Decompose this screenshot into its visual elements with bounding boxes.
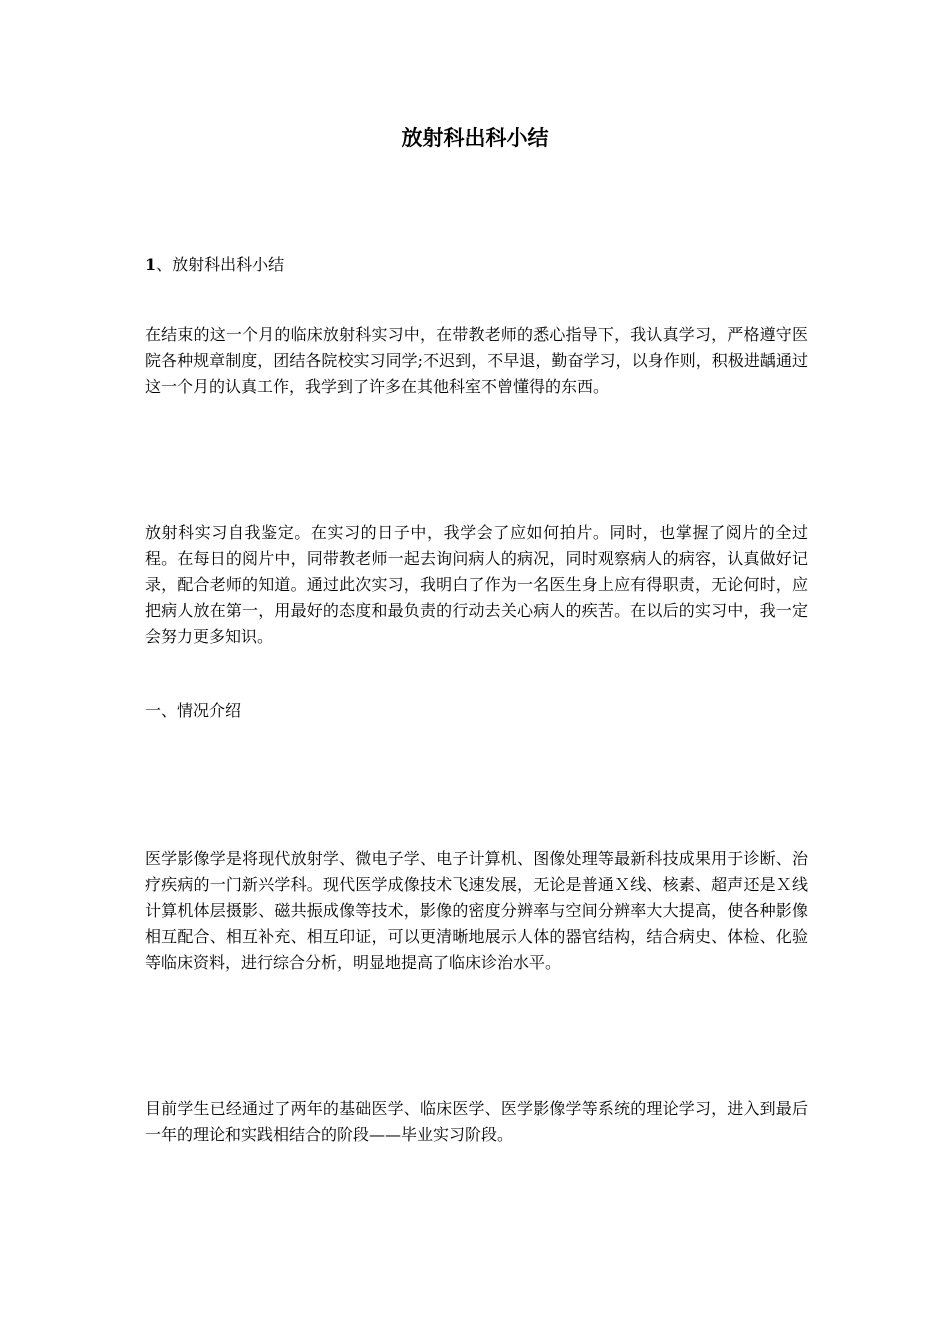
section-heading-1 [145,252,284,278]
paragraph-current-stage: 目前学生已经通过了两年的基础医学、临床医学、医学影像学等系统的理论学习，进入到最后一年的理论和实践相结合的阶段——毕业实习阶段。 [145,1099,808,1144]
section-heading-text: 、放射科出科小结 [156,255,285,274]
section-number: 1 [145,255,157,274]
paragraph-self-evaluation: 放射科实习自我鉴定。在实习的日子中，我学会了应如何拍片。同时，也掌握了阅片的全过程。在每日的阅片中，同带教老师一起去询问病人的病况，同时观察病人的病容，认真做好记录，配合老师的知道。通过此次实习，我明白了作为一名医生身上应有得职责，无论何时，应把病人放在第一，用最好的态度和最负责的行动去关心病人的疾苦。在以后的实习中，我一定会努力更多知识。 [145,523,808,646]
paragraph-internship-summary: 在结束的这一个月的临床放射科实习中，在带教老师的悉心指导下，我认真学习，严格遵守医院各种规章制度，团结各院校实习同学;不迟到，不早退，勤奋学习，以身作则，积极进龋通过这一个月的认真工作，我学到了许多在其他科室不曾懂得的东西。 [145,325,808,396]
paragraph-medical-imaging: 医学影像学是将现代放射学、微电子学、电子计算机、图像处理等最新科技成果用于诊断、治疗疾病的一门新兴学科。现代医学成像技术飞速发展，无论是普通Ｘ线、核素、超声还是Ｘ线计算机体层摄影、磁共振成像等技术，影像的密度分辨率与空间分辨率大大提高，使各种影像相互配合、相互补充、相互印证，可以更清晰地展示人体的器官结构，结合病史、体检、化验等临床资料，进行综合分析，明显地提高了临床诊治水平。 [145,849,808,972]
section-heading-2: 一、情况介绍 [145,701,242,720]
document-title: 放射科出科小结 [401,125,549,150]
